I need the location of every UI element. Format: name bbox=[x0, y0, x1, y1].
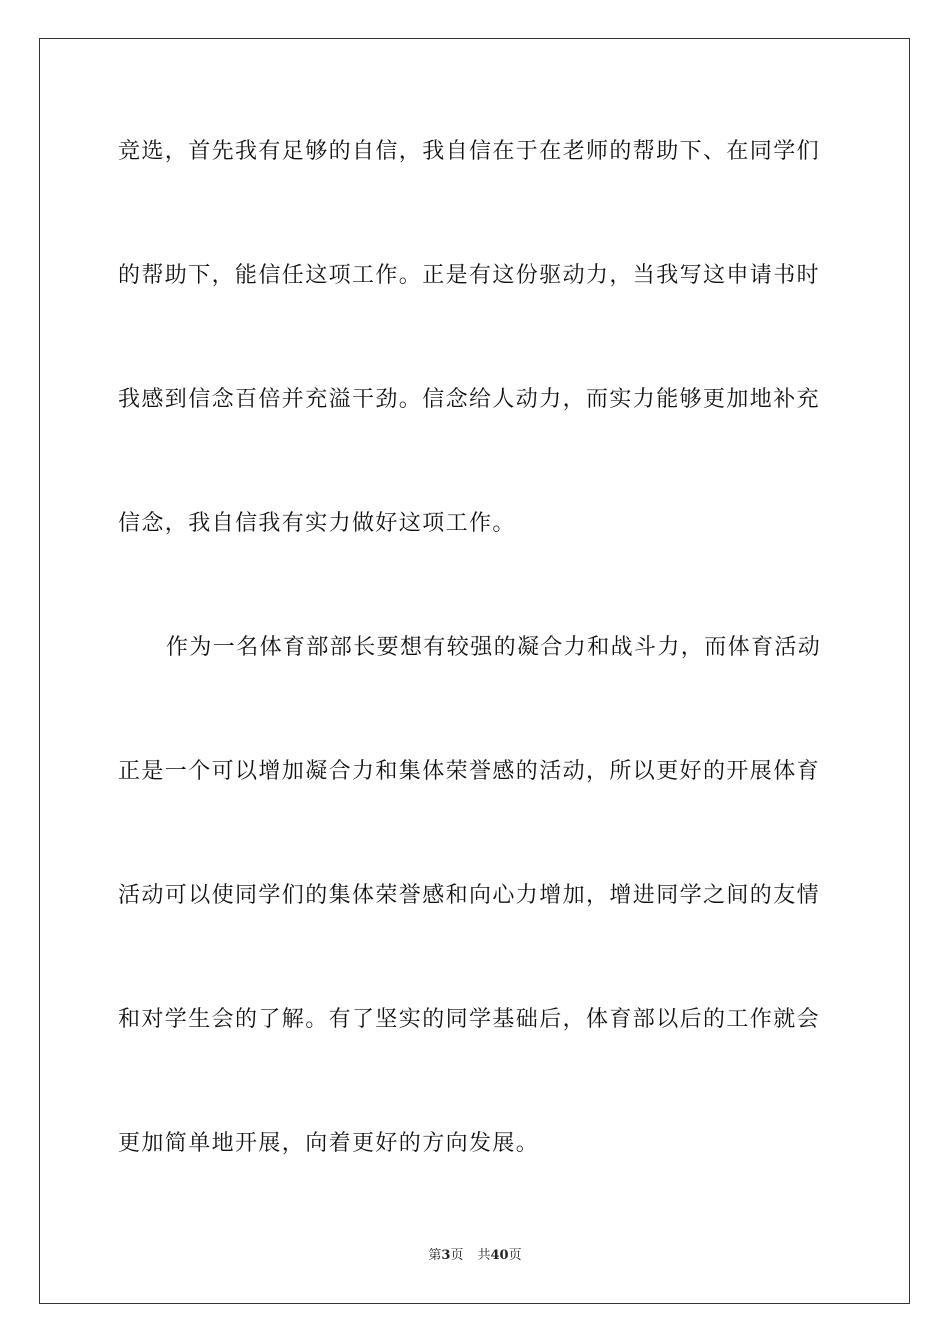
footer-page-suffix: 页 bbox=[450, 1248, 464, 1263]
footer-page-prefix: 第 bbox=[428, 1248, 442, 1263]
body-line-6: 正是一个可以增加凝合力和集体荣誉感的活动，所以更好的开展体育 bbox=[118, 759, 821, 784]
page-footer bbox=[0, 1247, 950, 1265]
body-line-1: 竞选，首先我有足够的自信，我自信在于在老师的帮助下、在同学们 bbox=[118, 139, 821, 164]
body-line-3: 我感到信念百倍并充溢干劲。信念给人动力，而实力能够更加地补充 bbox=[118, 387, 821, 412]
footer-total-pages: 40 bbox=[490, 1248, 509, 1263]
body-line-8: 和对学生会的了解。有了坚实的同学基础后，体育部以后的工作就会 bbox=[118, 1007, 821, 1032]
footer-total-suffix: 页 bbox=[508, 1248, 522, 1263]
body-line-5: 作为一名体育部部长要想有较强的凝合力和战斗力，而体育活动 bbox=[166, 635, 822, 660]
footer-page-number: 3 bbox=[441, 1248, 451, 1263]
body-line-7: 活动可以使同学们的集体荣誉感和向心力增加，增进同学之间的友情 bbox=[118, 883, 821, 908]
footer-total-prefix: 共 bbox=[477, 1248, 491, 1263]
body-line-9: 更加简单地开展，向着更好的方向发展。 bbox=[118, 1131, 540, 1156]
body-line-4: 信念，我自信我有实力做好这项工作。 bbox=[118, 511, 516, 536]
page-border bbox=[39, 38, 910, 1304]
body-line-2: 的帮助下，能信任这项工作。正是有这份驱动力，当我写这申请书时 bbox=[118, 263, 821, 288]
